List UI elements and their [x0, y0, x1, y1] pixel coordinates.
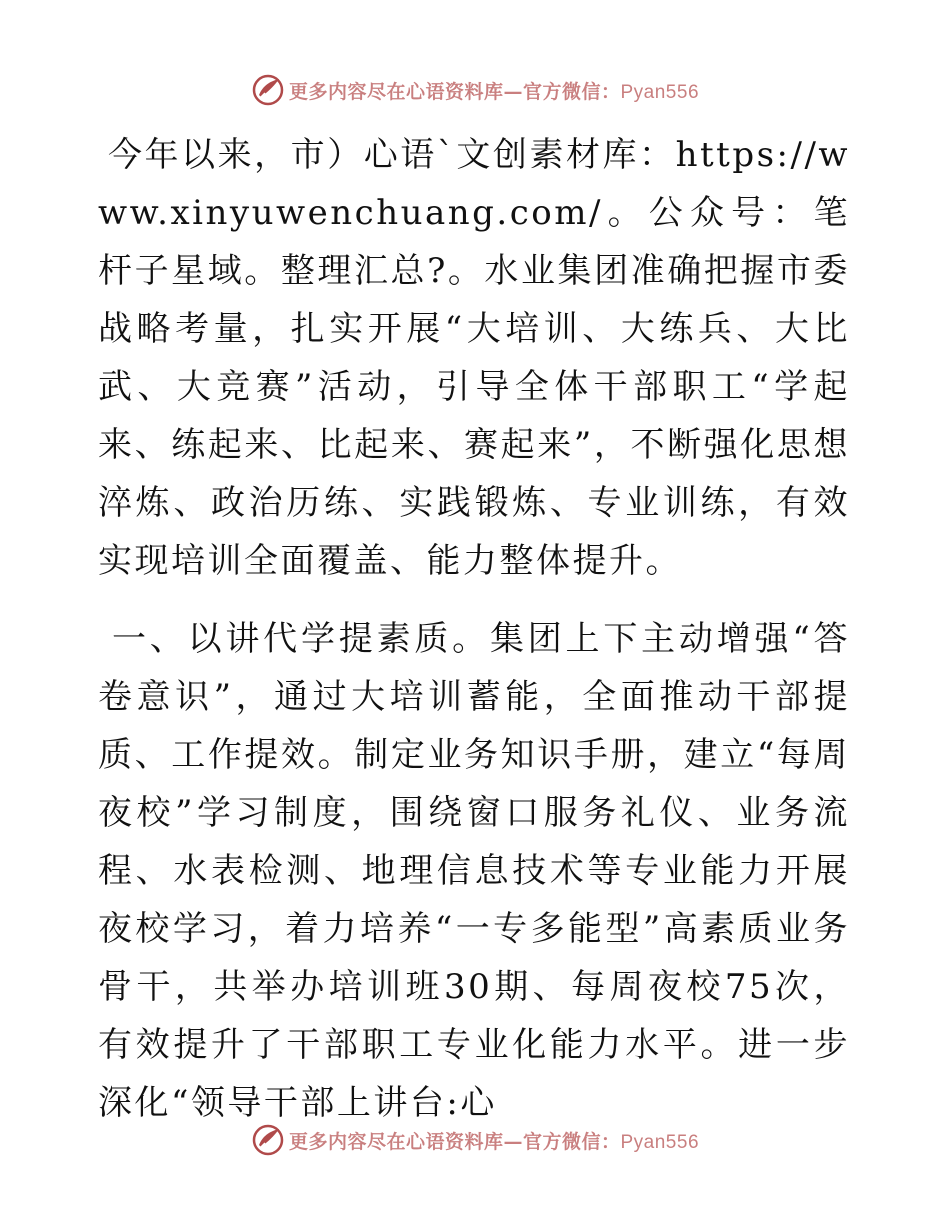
document-body [98, 126, 850, 1132]
paragraph-section-one: 一、以讲代学提素质。集团上下主动增强“答卷意识”，通过大培训蓄能，全面推动干部提质、工作提效。制定业务知识手册，建立“每周夜校”学习制度，围绕窗口服务礼仪、业务流程、水表检测、地理信息技术等专业能力开展夜校学习，着力培养“一专多能型”高素质业务骨干，共举办培训班30期、每周夜校75次，有效提升了干部职工专业化能力水平。进一步深化“领导干部上讲台:心 [98, 619, 850, 1123]
pen-logo-icon [251, 73, 285, 107]
header-watermark-banner [0, 70, 950, 110]
paragraph-intro: 今年以来，市）心语`文创素材库：https://www.xinyuwenchuang.com/。公众号：笔杆子星域。整理汇总?。水业集团准确把握市委战略考量，扎实开展“大培训、大练兵、大比武、大竞赛”活动，引导全体干部职工“学起来、练起来、比起来、赛起来”，不断强化思想淬炼、政治历练、实践锻炼、专业训练，有效实现培训全面覆盖、能力整体提升。 [98, 135, 850, 581]
footer-watermark-banner [0, 1120, 950, 1160]
header-watermark-text: 更多内容尽在心语资料库—官方微信：Pyan556 [288, 80, 700, 103]
pen-logo-icon [251, 1123, 285, 1157]
footer-watermark-text: 更多内容尽在心语资料库—官方微信：Pyan556 [288, 1130, 700, 1153]
